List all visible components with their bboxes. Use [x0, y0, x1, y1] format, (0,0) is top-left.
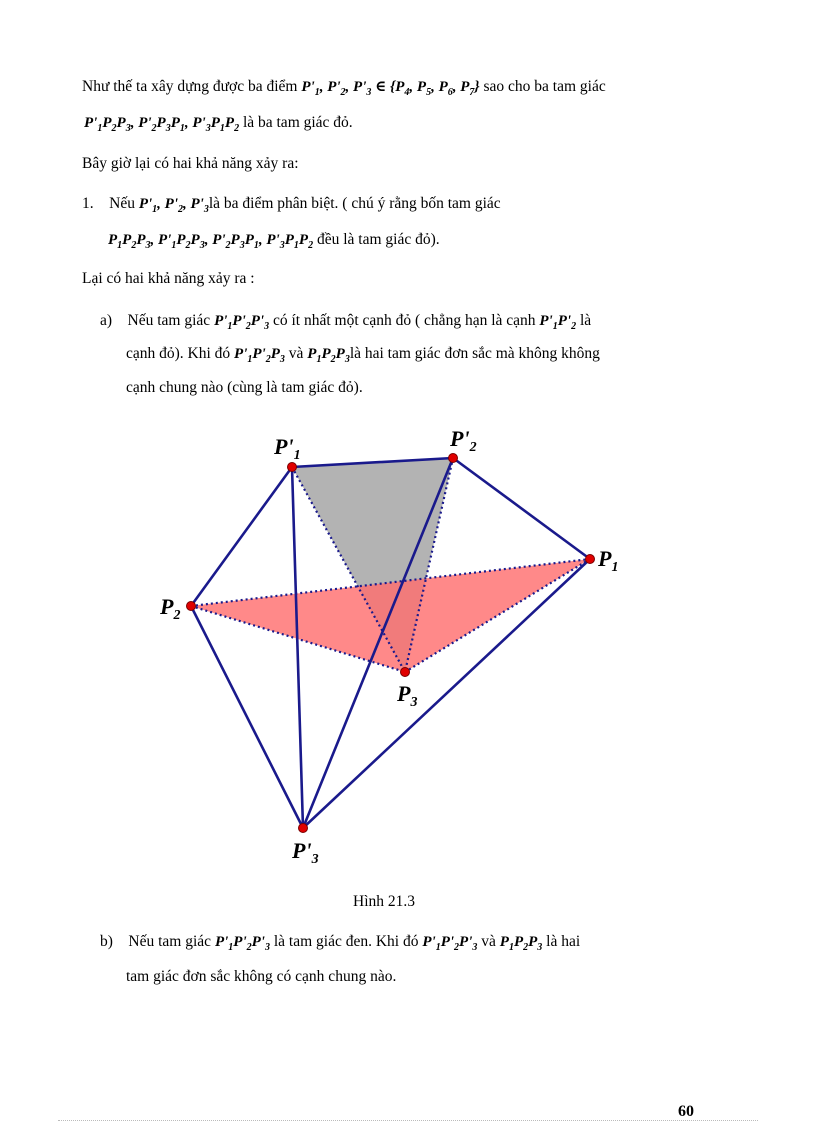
- math: $P_1P_2P_3$: [499, 934, 543, 953]
- text: Nếu tam giác: [127, 312, 211, 329]
- label-pp3: $P'_3$: [292, 838, 319, 867]
- text: là hai: [546, 933, 581, 950]
- label-p1: $P_1$: [598, 546, 619, 575]
- text: và: [288, 345, 304, 362]
- point-p2: [187, 602, 196, 611]
- text: Nếu tam giác: [128, 933, 212, 950]
- edge-pp2-p1: [453, 458, 590, 559]
- math: $P'_1P'_2$: [539, 313, 577, 332]
- math-triangles: $P_1P_2P_3$, $P'_1P_2P_3$, $P'_2P_3P_1$, $P'_3P_1P_2$: [108, 232, 314, 251]
- figure-caption: Hình 21.3: [353, 893, 415, 910]
- footer-rule: [58, 1120, 758, 1121]
- text: và: [481, 933, 496, 950]
- point-p1: [586, 555, 595, 564]
- sub-item-label: a): [100, 312, 113, 329]
- math: $P'_1P'_2P_3$: [234, 346, 285, 365]
- math: $P'_1P'_2P'_3$: [214, 313, 270, 332]
- paragraph-2: Bây giờ lại có hai khả năng xảy ra:: [82, 155, 299, 172]
- text: là hai tam giác đơn sắc mà không không: [349, 345, 600, 362]
- edge-pp1-pp3: [292, 467, 303, 828]
- label-p2: $P_2$: [160, 594, 181, 623]
- point-pp3: [299, 824, 308, 833]
- text: sao cho ba tam giác: [483, 78, 606, 95]
- text: đều là tam giác đỏ).: [316, 231, 440, 248]
- label-p3: $P_3$: [397, 681, 418, 710]
- paragraph-3: Lại có hai khả năng xảy ra :: [82, 270, 255, 287]
- sub-item-b-line-1: [100, 932, 580, 952]
- math: $P'_1P'_2P'_3$: [422, 934, 478, 953]
- math-points: $P'_1$, $P'_2$, $P'_3$: [138, 196, 209, 215]
- math: $P'_1P'_2P'_3$: [214, 934, 270, 953]
- text: là: [579, 312, 592, 329]
- text: là ba điểm phân biệt. ( chú ý rằng bốn tam giác: [208, 195, 501, 212]
- math-set: $P'_1$, $P'_2$, $P'_3$ ∈ {$P_4$, $P_5$, $P_6$, $P_7$}: [301, 79, 480, 98]
- sub-item-b-line-2: tam giác đơn sắc không có cạnh chung nào.: [126, 968, 397, 985]
- point-p3: [401, 668, 410, 677]
- page-number: 60: [678, 1103, 694, 1120]
- edge-p2-pp3: [191, 606, 303, 828]
- point-pp2: [449, 454, 458, 463]
- sub-item-label: b): [100, 933, 113, 950]
- label-pp2: $P'_2$: [450, 426, 477, 455]
- text: cạnh đỏ). Khi đó: [126, 345, 231, 362]
- edge-pp1-p2: [191, 467, 292, 606]
- label-pp1: $P'_1$: [274, 434, 301, 463]
- sub-item-a-line-3: cạnh chung nào (cùng là tam giác đỏ).: [126, 379, 363, 396]
- list-number: 1.: [82, 195, 94, 212]
- text: Như thế ta xây dựng được ba điểm: [82, 78, 298, 95]
- math-triangles: $P'_1P_2P_3$, $P'_2P_3P_1$, $P'_3P_1P_2$: [84, 115, 240, 134]
- text: là tam giác đen. Khi đó: [273, 933, 419, 950]
- point-pp1: [288, 463, 297, 472]
- text: có ít nhất một cạnh đỏ ( chẳng hạn là cạnh: [272, 312, 536, 329]
- math: $P_1P_2P_3$: [307, 346, 350, 365]
- text: là ba tam giác đỏ.: [242, 114, 353, 131]
- text: Nếu: [109, 195, 135, 212]
